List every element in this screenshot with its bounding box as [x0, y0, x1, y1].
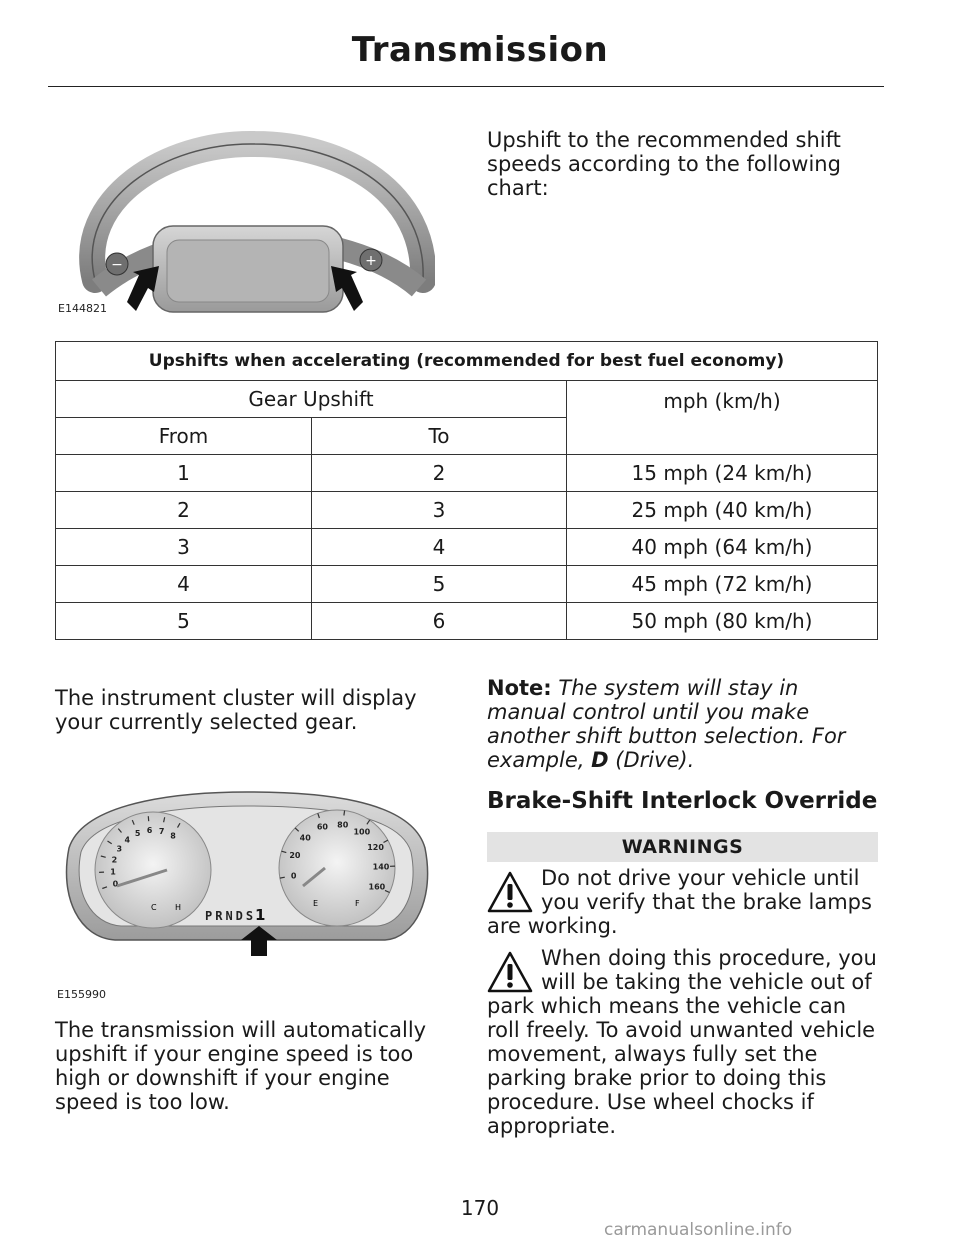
note-paragraph — [487, 676, 879, 772]
steering-wheel-figure — [55, 130, 435, 322]
page-number: 170 — [460, 1196, 500, 1220]
speedometer-tick-label: 20 — [289, 851, 301, 861]
temp-hot-label: H — [175, 903, 182, 912]
gear-upshift-header: Gear Upshift — [56, 381, 567, 418]
warning-triangle-icon — [487, 950, 533, 994]
intro-paragraph: Upshift to the recommended shift speeds according to the following chart: — [487, 128, 841, 200]
speedometer-tick-label: 80 — [337, 820, 349, 830]
table-row — [56, 603, 878, 640]
fuel-full-label: F — [355, 899, 360, 908]
table-row — [56, 529, 878, 566]
speedometer-tick-mark — [344, 811, 345, 816]
note-text: The system will stay in manual control until you make another shift button selection. For example, — [487, 676, 846, 772]
note-gear: D — [591, 748, 609, 772]
speed-cell: 40 mph (64 km/h) — [567, 529, 878, 566]
speedometer-tick-label: 100 — [353, 827, 371, 837]
table-title: Upshifts when accelerating (recommended for best fuel economy) — [56, 342, 878, 381]
to-cell: 6 — [312, 603, 567, 640]
warning-triangle-icon — [487, 870, 533, 914]
speedometer-tick-label: 40 — [299, 833, 311, 843]
gear-display: PRNDS — [205, 909, 257, 923]
speed-header: mph (km/h) — [567, 381, 878, 455]
to-header: To — [312, 418, 567, 455]
speed-cell: 25 mph (40 km/h) — [567, 492, 878, 529]
title-rule — [48, 86, 884, 87]
page-title: Transmission — [351, 30, 609, 70]
speed-cell: 45 mph (72 km/h) — [567, 566, 878, 603]
table-row — [56, 492, 878, 529]
auto-shift-paragraph: The transmission will automatically upshift if your engine speed is too high or downshift if your engine speed is too low. — [55, 1018, 427, 1114]
tachometer-tick-label: 4 — [124, 835, 131, 845]
speed-cell: 15 mph (24 km/h) — [567, 455, 878, 492]
tachometer-tick-label: 6 — [146, 826, 153, 836]
figure-label: E155990 — [57, 988, 106, 1001]
fuel-empty-label: E — [313, 899, 319, 908]
cluster-paragraph: The instrument cluster will display your currently selected gear. — [55, 686, 417, 734]
tachometer-tick-label: 5 — [134, 829, 141, 838]
from-cell: 1 — [56, 455, 312, 492]
tachometer-tick-label: 7 — [158, 826, 165, 836]
table-row — [56, 455, 878, 492]
speedometer-tick-label: 120 — [367, 842, 384, 852]
tachometer-tick-label: 2 — [111, 855, 118, 865]
from-header: From — [56, 418, 312, 455]
from-cell: 4 — [56, 566, 312, 603]
to-cell: 3 — [312, 492, 567, 529]
section-heading: Brake-Shift Interlock Override — [487, 788, 878, 814]
warning-item — [487, 866, 879, 938]
plus-symbol: + — [365, 253, 377, 269]
speed-cell: 50 mph (80 km/h) — [567, 603, 878, 640]
upshift-table — [55, 341, 878, 640]
warning-text: Do not drive your vehicle until you verify that the brake lamps are working. — [487, 866, 872, 938]
from-cell: 5 — [56, 603, 312, 640]
speedometer-tick-label: 0 — [290, 871, 297, 881]
to-cell: 2 — [312, 455, 567, 492]
tachometer-tick-label: 8 — [170, 831, 176, 841]
tachometer-tick-label: 3 — [116, 844, 123, 854]
tachometer-tick-label: 1 — [110, 867, 116, 877]
to-cell: 5 — [312, 566, 567, 603]
minus-symbol: − — [111, 257, 123, 273]
tachometer-tick-label: 0 — [112, 879, 119, 889]
speedometer-tick-label: 60 — [316, 822, 328, 832]
warning-item — [487, 946, 879, 1138]
speedometer-tick-label: 140 — [372, 862, 390, 872]
warning-text: When doing this procedure, you will be taking the vehicle out of park which means the vehicle can roll freely. To avoid unwanted vehicle movement, always fully set the parking brake prior to doing this procedure. Use wheel chocks if appropriate. — [487, 946, 877, 1138]
watermark: carmanualsonline.info — [604, 1220, 793, 1240]
temp-cold-label: C — [151, 903, 157, 912]
speedometer-tick-label: 160 — [368, 882, 386, 892]
selected-gear: 1 — [255, 906, 266, 924]
table-row — [56, 566, 878, 603]
warnings-header: WARNINGS — [487, 832, 878, 862]
from-cell: 2 — [56, 492, 312, 529]
instrument-cluster-figure — [55, 788, 437, 964]
note-gear-desc: (Drive). — [615, 748, 695, 772]
from-cell: 3 — [56, 529, 312, 566]
figure-label: E144821 — [58, 302, 107, 315]
to-cell: 4 — [312, 529, 567, 566]
note-label: Note: — [487, 676, 552, 700]
